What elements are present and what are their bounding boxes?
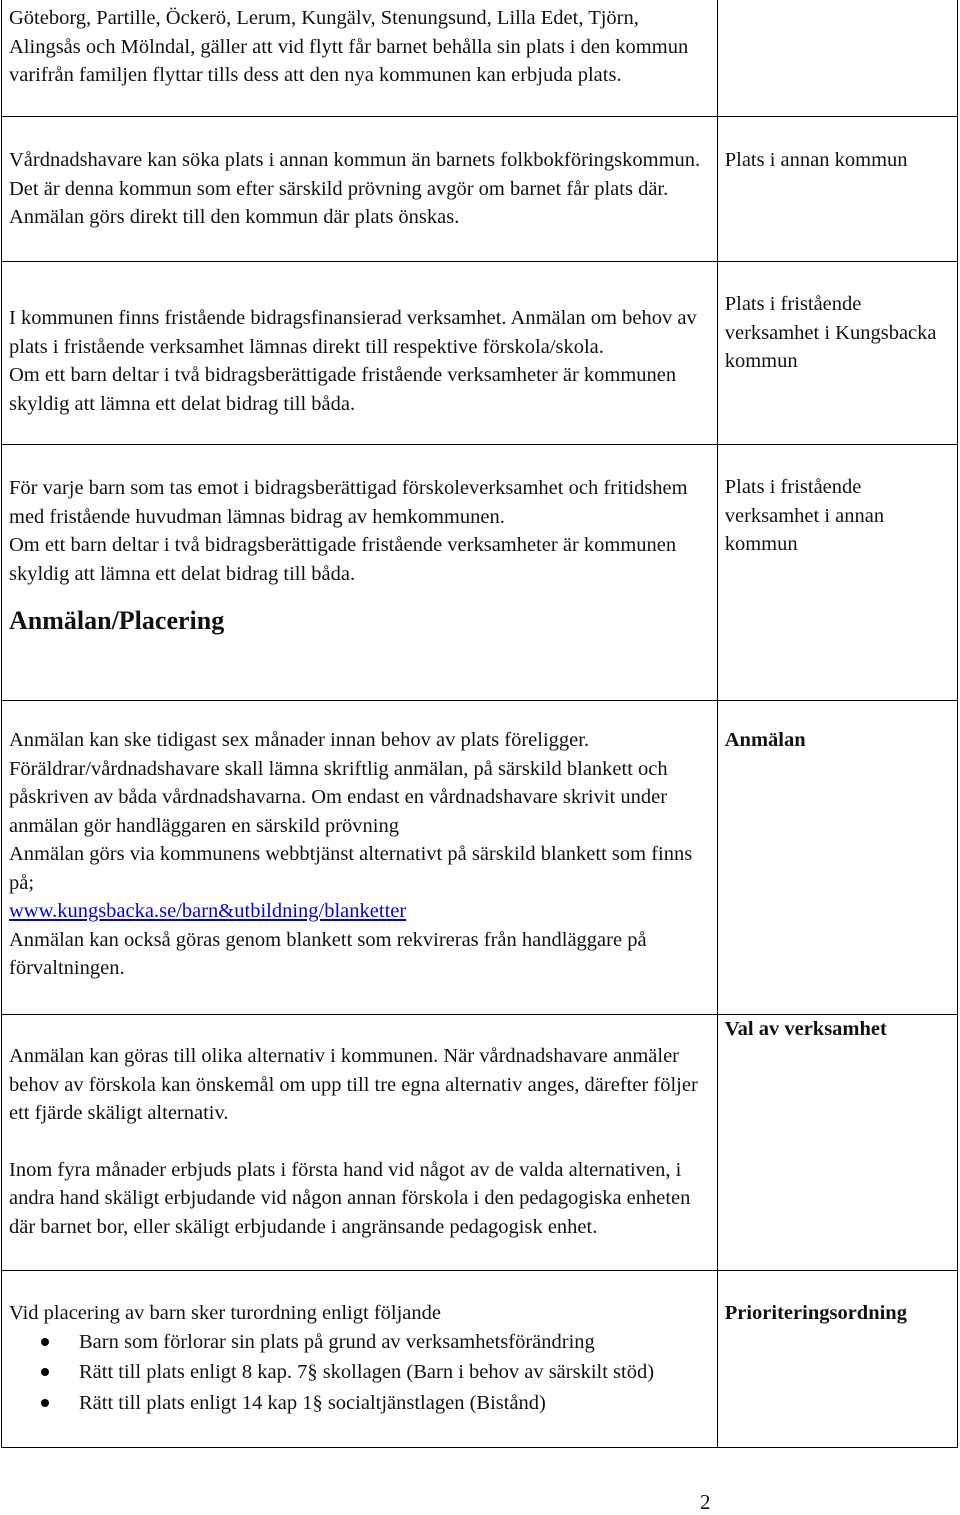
list-item: Rätt till plats enligt 14 kap 1§ socialtjänstlagen (Bistånd) — [79, 1389, 710, 1418]
row-label: Plats i fristående verksamhet i annan kommun — [724, 476, 885, 555]
row-text-cell — [2, 0, 718, 117]
row-label: Val av verksamhet — [724, 1018, 887, 1040]
row-label-cell — [717, 262, 957, 445]
row-label-cell — [717, 1015, 957, 1271]
table-row — [2, 0, 958, 117]
list-item: Rätt till plats enligt 8 kap. 7§ skollagen (Barn i behov av särskilt stöd) — [79, 1358, 710, 1387]
section-heading: Anmälan/Placering — [9, 606, 225, 635]
row-label: Plats i fristående verksamhet i Kungsbacka kommun — [724, 293, 937, 372]
row-text-cell — [2, 701, 718, 1015]
paragraph: I kommunen finns fristående bidragsfinansierad verksamhet. Anmälan om behov av plats i fristående verksamhet lämnas direkt till respektive förskola/skola. — [9, 307, 697, 358]
table-row — [2, 1015, 958, 1271]
bullet-icon — [41, 1399, 49, 1407]
row-label-cell — [717, 1271, 957, 1448]
priority-list — [9, 1328, 710, 1418]
paragraph: Inom fyra månader erbjuds plats i första hand vid något av de valda alternativen, i andra hand skäligt erbjudande vid någon annan förskola i den pedagogiska enheten där barnet bor, eller skäligt erbjudande i angränsande pedagogisk enhet. — [9, 1158, 691, 1238]
row-label: Prioriteringsordning — [724, 1302, 907, 1324]
list-item: Barn som förlorar sin plats på grund av verksamhetsförändring — [79, 1328, 710, 1357]
bullet-icon — [41, 1338, 49, 1346]
info-table — [1, 0, 958, 1448]
row-text-cell — [2, 1271, 718, 1448]
row-text-cell — [2, 262, 718, 445]
paragraph: Anmälan kan också göras genom blankett som rekvireras från handläggare på förvaltningen. — [9, 928, 647, 979]
page-number: 2 — [700, 1490, 711, 1514]
table-row — [2, 701, 958, 1015]
row-text-cell — [2, 445, 718, 701]
paragraph: Om ett barn deltar i två bidragsberättigade fristående verksamheter är kommunen skyldig att lämna ett delat bidrag till båda. — [9, 534, 677, 585]
row-label-cell — [717, 117, 957, 262]
paragraph: Vårdnadshavare kan söka plats i annan kommun än barnets folkbokföringskommun. Det är denna kommun som efter särskild prövning avgör om barnet får plats där. Anmälan görs direkt till den kommun där plats önskas. — [9, 149, 701, 228]
row-label-cell — [717, 445, 957, 701]
row-text-cell — [2, 1015, 718, 1271]
row-label-cell — [717, 701, 957, 1015]
paragraph: Göteborg, Partille, Öckerö, Lerum, Kungälv, Stenungsund, Lilla Edet, Tjörn, Alingsås och Mölndal, gäller att vid flytt får barnet behålla sin plats i den kommun varifrån familjen flyttar tills dess att den nya kommunen kan erbjuda plats. — [9, 7, 689, 86]
paragraph: Anmälan görs via kommunens webbtjänst alternativt på särskild blankett som finns på; — [9, 843, 693, 894]
blanketter-link[interactable]: www.kungsbacka.se/barn&utbildning/blanketter — [9, 900, 407, 922]
row-text-cell — [2, 117, 718, 262]
table-row — [2, 262, 958, 445]
row-label: Anmälan — [724, 729, 806, 751]
bullet-icon — [41, 1368, 49, 1376]
row-label-cell — [717, 0, 957, 117]
table-row — [2, 117, 958, 262]
table-row — [2, 1271, 958, 1448]
paragraph: Anmälan kan göras till olika alternativ i kommunen. När vårdnadshavare anmäler behov av förskola kan önskemål om upp till tre egna alternativ anges, därefter följer ett fjärde skäligt alternativ. — [9, 1045, 698, 1124]
paragraph: Om ett barn deltar i två bidragsberättigade fristående verksamheter är kommunen skyldig att lämna ett delat bidrag till båda. — [9, 364, 677, 415]
table-row — [2, 445, 958, 701]
paragraph: För varje barn som tas emot i bidragsberättigad förskoleverksamhet och fritidshem med fristående huvudman lämnas bidrag av hemkommunen. — [9, 477, 688, 528]
paragraph: Vid placering av barn sker turordning enligt följande — [9, 1302, 441, 1324]
paragraph: Anmälan kan ske tidigast sex månader innan behov av plats föreligger. Föräldrar/vårdnadshavare skall lämna skriftlig anmälan, på särskild blankett och påskriven av båda vårdnadshavarna. Om endast en vårdnadshavare skrivit under anmälan gör handläggaren en särskild prövning — [9, 729, 668, 837]
row-label: Plats i annan kommun — [724, 149, 908, 171]
